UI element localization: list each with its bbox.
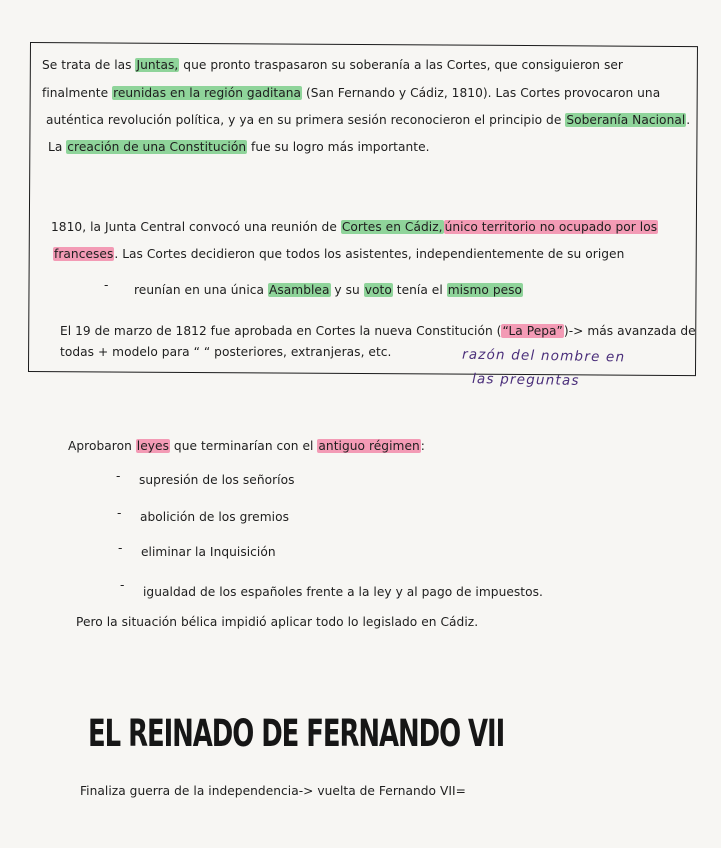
list-item: eliminar la Inquisición xyxy=(141,545,276,559)
text: : xyxy=(420,439,425,453)
list-item: abolición de los gremios xyxy=(140,510,289,524)
box-p2-bullet xyxy=(134,281,523,299)
highlight-pink: único territorio no ocupado por los xyxy=(444,220,658,234)
text: . xyxy=(686,113,691,127)
text: auténtica revolución política, y ya en su primera sesión reconocieron el principio de xyxy=(46,113,566,127)
box-p1-line3 xyxy=(46,111,690,129)
text: que terminarían con el xyxy=(169,439,318,453)
text: )-> más avanzada de xyxy=(563,324,696,338)
highlight-pink: “La Pepa” xyxy=(502,324,563,338)
box-p1-line4 xyxy=(48,138,430,156)
text: El 19 de marzo de 1812 fue aprobada en Cortes la nueva Constitución ( xyxy=(60,324,502,338)
text: tenía el xyxy=(392,283,447,297)
bullet-dash: - xyxy=(104,278,109,292)
text: que pronto traspasaron su soberanía a las Cortes, que consiguieron ser xyxy=(179,58,623,72)
text: reunían en una única xyxy=(134,283,268,297)
highlight-green: Asamblea xyxy=(268,283,330,297)
text: finalmente xyxy=(42,86,113,100)
text: Se trata de las xyxy=(42,58,136,72)
handwritten-note-line1: razón del nombre en xyxy=(461,346,626,366)
list-item: igualdad de los españoles frente a la ley y al pago de impuestos. xyxy=(143,585,543,599)
highlight-green: Cortes en Cádiz, xyxy=(341,220,443,234)
box-p2-line1 xyxy=(51,218,658,236)
list-dash: - xyxy=(120,578,125,592)
box-p3-line1 xyxy=(60,322,696,340)
highlight-green: Soberanía Nacional xyxy=(566,113,686,127)
text: La xyxy=(48,140,67,154)
box-p1-line2 xyxy=(42,84,660,102)
laws-intro xyxy=(68,437,425,455)
list-item: supresión de los señoríos xyxy=(139,473,295,487)
handwritten-note-line2: las preguntas xyxy=(471,371,580,389)
highlight-pink: franceses xyxy=(54,247,114,261)
box-p2-line2 xyxy=(53,245,624,263)
list-dash: - xyxy=(116,469,121,483)
highlight-pink: leyes xyxy=(136,439,169,453)
section-line1: Finaliza guerra de la independencia-> vuelta de Fernando VII= xyxy=(80,784,466,798)
highlight-green: reunidas en la región gaditana xyxy=(113,86,302,100)
text: (San Fernando y Cádiz, 1810). Las Cortes provocaron una xyxy=(302,86,661,100)
box-p3-line2: todas + modelo para “ “ posteriores, extranjeras, etc. xyxy=(60,345,392,359)
section-title: EL REINADO DE FERNANDO VII xyxy=(88,712,505,755)
highlight-green: Juntas, xyxy=(136,58,179,72)
highlight-green: creación de una Constitución xyxy=(67,140,247,154)
list-dash: - xyxy=(117,506,122,520)
highlight-pink: antiguo régimen xyxy=(318,439,420,453)
list-dash: - xyxy=(118,541,123,555)
highlight-green: mismo peso xyxy=(447,283,523,297)
box-p1-line1 xyxy=(42,56,623,74)
text: y su xyxy=(330,283,364,297)
text: 1810, la Junta Central convocó una reunión de xyxy=(51,220,341,234)
highlight-green: voto xyxy=(364,283,392,297)
text: . Las Cortes decidieron que todos los asistentes, independientemente de su origen xyxy=(114,247,625,261)
laws-outro: Pero la situación bélica impidió aplicar todo lo legislado en Cádiz. xyxy=(76,615,479,629)
text: Aprobaron xyxy=(68,439,136,453)
text: fue su logro más importante. xyxy=(247,140,430,154)
